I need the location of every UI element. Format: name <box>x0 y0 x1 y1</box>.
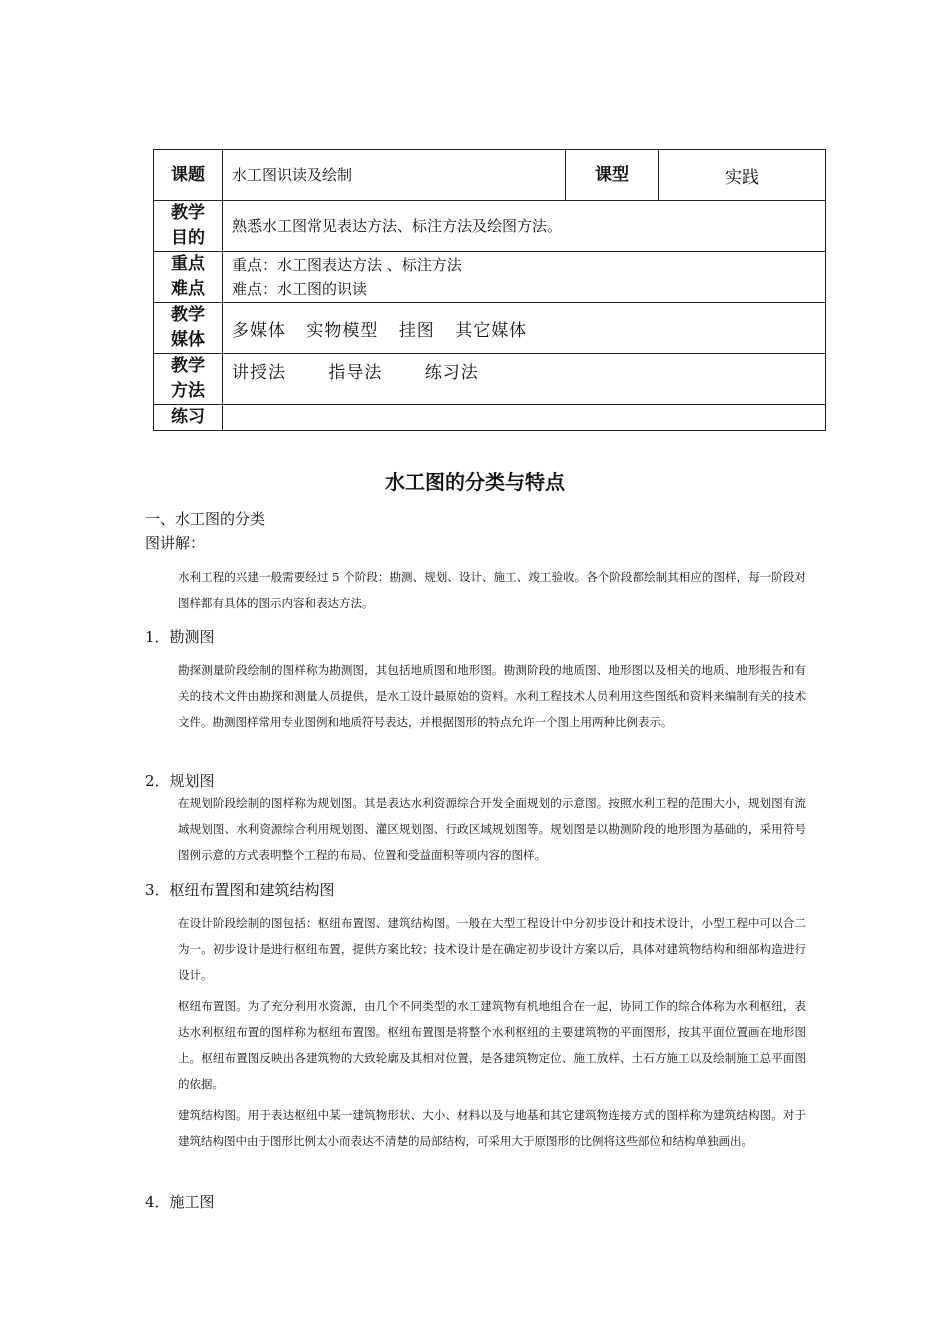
row-media <box>154 303 826 354</box>
intro-paragraph: 水利工程的兴建一般需要经过 5 个阶段：勘测、规划、设计、施工、竣工验收。各个阶段都绘制其相应的图样，每一阶段对图样都有具体的图示内容和表达方法。 <box>178 570 806 610</box>
label-type: 课型 <box>566 150 659 201</box>
item-heading: 1．勘测图 <box>145 628 215 646</box>
value-media: 多媒体 实物模型 挂图 其它媒体 <box>223 303 826 354</box>
sub-label: 图讲解： <box>145 534 206 552</box>
value-key-points: 重点：水工图表达方法 、标注方法 难点：水工图的识读 <box>223 252 826 303</box>
label-goal: 教学 目的 <box>154 201 223 252</box>
item-heading: 2．规划图 <box>145 772 215 790</box>
section-heading: 一、水工图的分类 <box>145 510 266 528</box>
row-method <box>154 354 826 405</box>
label-media: 教学 媒体 <box>154 303 223 354</box>
row-exercise <box>154 405 826 431</box>
value-goal: 熟悉水工图常见表达方法、标注方法及绘图方法。 <box>223 201 826 252</box>
item-heading: 3．枢纽布置图和建筑结构图 <box>145 881 335 899</box>
value-exercise <box>223 405 826 431</box>
row-goal <box>154 201 826 252</box>
document-title: 水工图的分类与特点 <box>385 470 565 494</box>
item-paragraph: 在设计阶段绘制的图包括：枢纽布置图、建筑结构图。一般在大型工程设计中分初步设计和技术设计，小型工程中可以合二为一。初步设计是进行枢纽布置，提供方案比较；技术设计是在确定初步设计方案以后，具体对建筑物结构和细部构造进行设计。 <box>178 916 806 982</box>
item-paragraph: 勘探测量阶段绘制的图样称为勘测图，其包括地质图和地形图。勘测阶段的地质图、地形图以及相关的地质、地形报告和有关的技术文件由勘探和测量人员提供，是水工设计最原始的资料。水利工程技术人员利用这些图纸和资料来编制有关的技术文件。勘测图样常用专业图例和地质符号表达，并根据图形的特点允许一个图上用两种比例表示。 <box>178 663 806 729</box>
item-paragraph: 在规划阶段绘制的图样称为规划图。其是表达水利资源综合开发全面规划的示意图。按照水利工程的范围大小，规划图有流域规划图、水利资源综合利用规划图、灌区规划图、行政区域规划图等。规划图是以勘测阶段的地形图为基础的，采用符号图例示意的方式表明整个工程的布局、位置和受益面积等项内容的图样。 <box>178 796 806 862</box>
label-exercise: 练习 <box>154 405 223 431</box>
item-paragraph: 建筑结构图。用于表达枢纽中某一建筑物形状、大小、材料以及与地基和其它建筑物连接方式的图样称为建筑结构图。对于建筑结构图中由于图形比例太小而表达不清楚的局部结构，可采用大于原图形的比例将这些部位和结构单独画出。 <box>178 1108 806 1148</box>
item-paragraph: 枢纽布置图。为了充分利用水资源，由几个不同类型的水工建筑物有机地组合在一起，协同工作的综合体称为水利枢纽，表达水利枢纽布置的图样称为枢纽布置图。枢纽布置图是将整个水利枢纽的主要建筑物的平面图形，按其平面位置画在地形图上。枢纽布置图反映出各建筑物的大致轮廓及其相对位置，是各建筑物定位、施工放样、土石方施工以及绘制施工总平面图的依据。 <box>178 999 806 1091</box>
row-topic <box>154 150 826 201</box>
lesson-plan-table <box>153 149 826 431</box>
value-topic: 水工图识读及绘制 <box>223 150 566 201</box>
label-topic: 课题 <box>154 150 223 201</box>
value-method: 讲授法 指导法 练习法 <box>223 354 826 405</box>
label-key-points: 重点 难点 <box>154 252 223 303</box>
item-heading: 4．施工图 <box>145 1193 215 1211</box>
value-type: 实践 <box>659 150 826 201</box>
row-key-points <box>154 252 826 303</box>
label-method: 教学 方法 <box>154 354 223 405</box>
